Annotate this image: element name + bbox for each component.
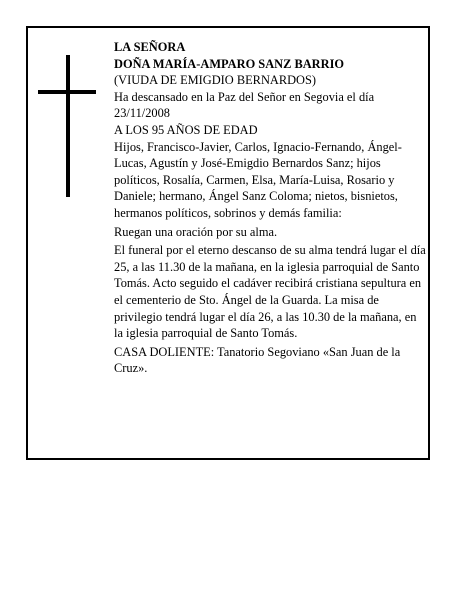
obituary-text	[114, 39, 426, 377]
deceased-title: LA SEÑORA	[114, 40, 186, 54]
prayer-request: Ruegan una oración por su alma.	[114, 224, 278, 239]
cross-icon	[66, 55, 70, 197]
family-list: Hijos, Francisco-Javier, Carlos, Ignacio-Fernando, Ángel-Lucas, Agustín y José-Emigdio Bernardos Sanz; hijos políticos, Rosalía, Carmen, Elsa, María-Luisa, Rosario y Daniele; hermano, Ángel Sanz Coloma; nietos, bisnietos, hermanos políticos, sobrinos y demás familia:	[114, 139, 402, 220]
deceased-name: DOÑA MARÍA-AMPARO SANZ BARRIO	[114, 56, 345, 71]
widow-of: (VIUDA DE EMIGDIO BERNARDOS)	[114, 73, 317, 88]
age-at-death: A LOS 95 AÑOS DE EDAD	[114, 122, 258, 137]
funeral-home: CASA DOLIENTE: Tanatorio Segoviano «San Juan de la Cruz».	[114, 344, 401, 376]
death-statement: Ha descansado en la Paz del Señor en Segovia el día 23/11/2008	[114, 89, 375, 121]
funeral-details: El funeral por el eterno descanso de su alma tendrá lugar el día 25, a las 11.30 de la mañana, en la iglesia parroquial de Santo Tomás. Acto seguido el cadáver recibirá cristiana sepultura en el cementerio de Sto. Ángel de la Guarda. La misa de privilegio tendrá lugar el día 26, a las 10.30 de la mañana, en la iglesia parroquial de Santo Tomás.	[114, 243, 426, 341]
cross-icon-arm	[38, 90, 96, 94]
